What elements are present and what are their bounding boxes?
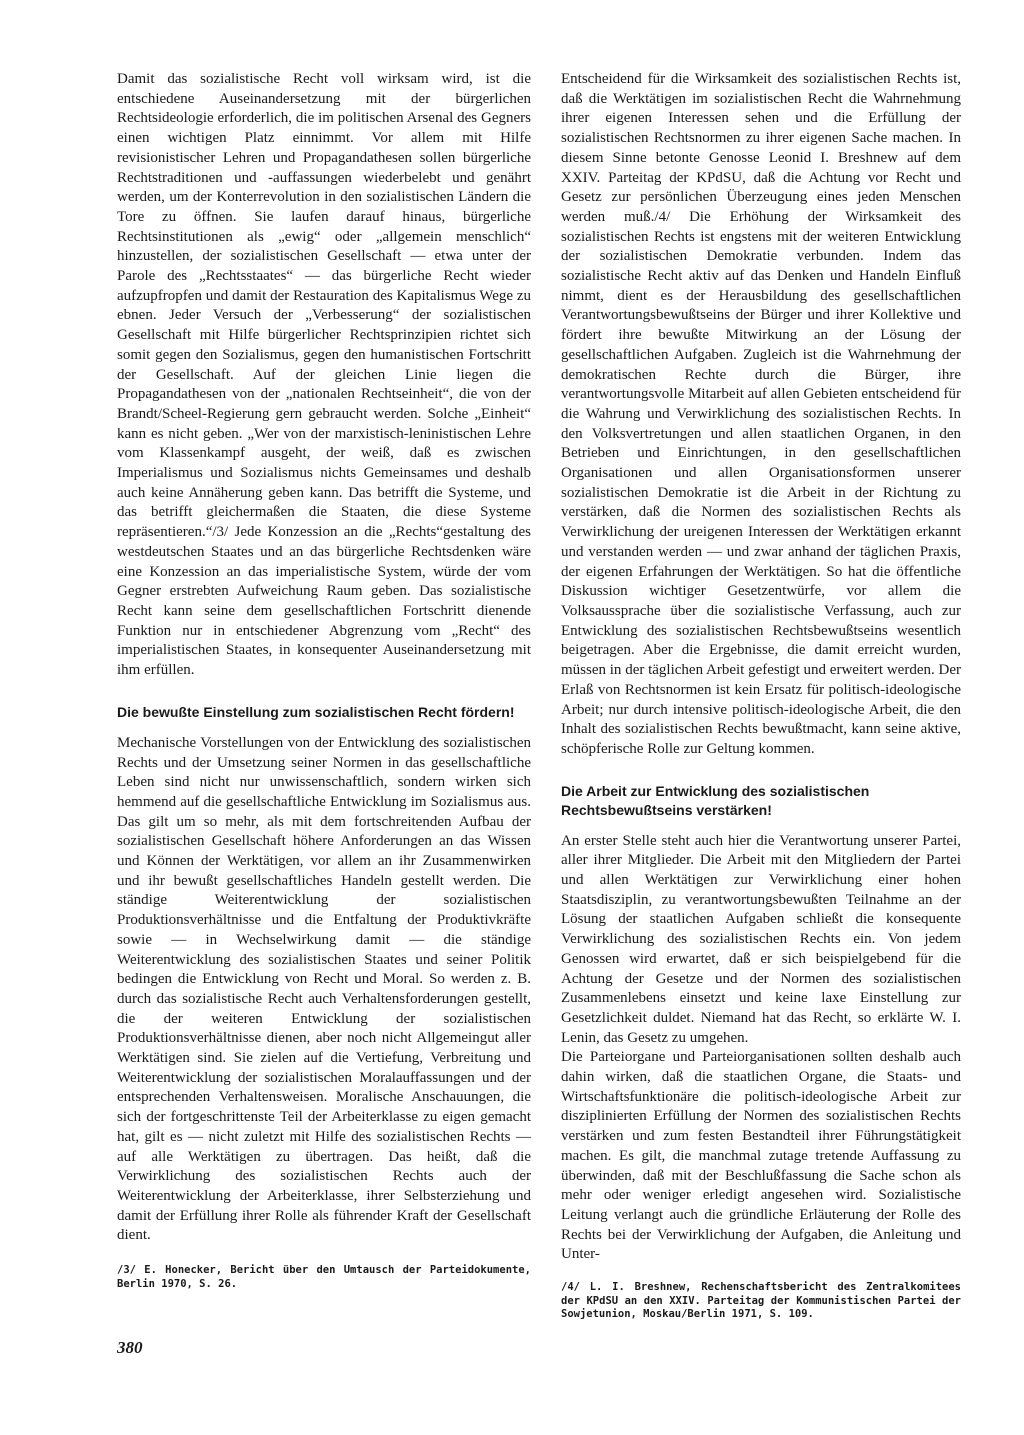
page-number: 380 — [117, 1338, 143, 1357]
left-column — [117, 70, 531, 1291]
right-column — [561, 70, 961, 1322]
right-paragraph-3: Die Parteiorgane und Parteiorganisationen sollten deshalb auch dahin wirken, daß die staatlichen Organe, die Staats- und Wirtschaftsfunktionäre die politisch-ideologische Arbeit zur disziplinierten Erfüllung der Normen des sozialistischen Rechts verstärken und zum festen Bestandteil ihrer Führungstätigkeit machen. Es gilt, die manchmal zutage tretende Auffassung zu überwinden, daß mit der Beschlußfassung die Sache schon als mehr oder weniger erledigt angesehen wird. Sozialistische Leitung verlangt auch die gründliche Erläuterung der Rolle des Rechts bei der Verwirklichung der Aufgaben, die Anleitung und Unter- — [561, 1049, 961, 1263]
section-heading-2: Die Arbeit zur Entwicklung des sozialistischen Rechtsbewußtseins verstärken! — [561, 782, 870, 818]
left-paragraph-2: Mechanische Vorstellungen von der Entwicklung des sozialistischen Rechts und der Umsetzung seiner Normen in das gesellschaftliche Leben sind nicht nur unwissenschaftlich, sondern wirken sich hemmend auf die gesellschaftliche Entwicklung im Sozialismus aus. Das gilt um so mehr, als mit dem fortschreitenden Aufbau der sozialistischen Gesellschaft höhere Anforderungen an das Wissen und Können der Werktätigen, vor allem an ihr Zusammenwirken und ihr bewußt gesellschaftliches Handeln gestellt werden. Die ständige Weiterentwicklung der sozialistischen Produktionsverhältnisse und die Entfaltung der Produktivkräfte sowie — in Wechselwirkung damit — die ständige Weiterentwicklung des sozialistischen Staates und seiner Politik bedingen die Entwicklung von Recht und Moral. So werden z. B. durch das sozialistische Recht auch Verhaltensforderungen gestellt, die der weiteren Entwicklung der sozialistischen Produktionsverhältnisse dienen, aber noch nicht Allgemeingut aller Werktätigen sind. Sie zielen auf die Vertiefung, Verbreitung und Weiterentwicklung der sozialistischen Moralauffassungen und der entsprechenden Verhaltensweisen. Moralische Anschauungen, die sich der fortgeschrittenste Teil der Arbeiterklasse zu eigen gemacht hat, gilt es — nicht zuletzt mit Hilfe des sozialistischen Rechts — auf alle Werktätigen zu übertragen. Das heißt, daß die Verwirklichung des sozialistischen Rechts auch der Weiterentwicklung der Arbeiterklasse, ihrer Selbsterziehung und damit der Erfüllung ihrer Rolle als führender Kraft der Gesellschaft dient. — [117, 734, 531, 1244]
right-paragraph-2: An erster Stelle steht auch hier die Verantwortung unserer Partei, aller ihrer Mitglieder. Die Arbeit mit den Mitgliedern der Partei und allen Werktätigen zur Verwirklichung einer hohen Staatsdisziplin, zu verantwortungsbewußten Teilnahme an der Lösung der staatlichen Aufgaben schließt die konsequente Verwirklichung des sozialistischen Rechts ein. Von jedem Genossen wird erwartet, daß er sich beispielgebend für die Achtung der Gesetze und der Normen des sozialistischen Zusammenlebens einsetzt und keine laxe Einstellung zur Gesetzlichkeit duldet. Niemand hat das Recht, so erklärte W. I. Lenin, das Gesetz zu umgehen. — [561, 832, 961, 1046]
left-paragraph-1: Damit das sozialistische Recht voll wirksam wird, ist die entschiedene Auseinandersetzung mit der bürgerlichen Rechtsideologie erforderlich, die im politischen Arsenal des Gegners einen wichtigen Platz einnimmt. Vor allem mit Hilfe revisionistischer Lehren und Propagandathesen sollen bürgerliche Rechtstraditionen und -auffassungen wiederbelebt und genährt werden, um der Konterrevolution in den sozialistischen Ländern die Tore zu öffnen. Sie laufen darauf hinaus, bürgerliche Rechtsinstitutionen als „ewig“ oder „allgemein menschlich“ hinzustellen, der sozialistischen Gesellschaft — etwa unter der Parole des „Rechtsstaates“ — das bürgerliche Recht wieder aufzupfropfen und damit der Restauration des Kapitalismus Wege zu ebnen. Jeder Versuch der „Verbesserung“ der sozialistischen Gesellschaft mit Hilfe bürgerlicher Rechtsprinzipien richtet sich somit gegen den Sozialismus, gegen den humanistischen Fortschritt der Gesellschaft. Auf der gleichen Linie liegen die Propagandathesen von der „nationalen Rechtseinheit“, die von der Brandt/Scheel-Regierung gern gebraucht werden. Solche „Einheit“ kann es nicht geben. „Wer von der marxistisch-leninistischen Lehre vom Klassenkampf ausgeht, der weiß, daß es zwischen Imperialismus und Sozialismus nichts Gemeinsames und deshalb auch keine Annäherung geben kann. Das betrifft die Systeme, und das betrifft gleichermaßen die Staaten, die diese Systeme repräsentieren.“/3/ Jede Konzession an die „Rechts“gestaltung des westdeutschen Staates und an das bürgerliche Rechtsdenken wäre eine Konzession an das imperialistische System, würde der vom Gegner erstrebten Aufweichung Raum geben. Das sozialistische Recht kann seine dem gesellschaftlichen Fortschritt dienende Funktion nur in entschiedener Abgrenzung vom „Recht“ des imperialistischen Staates, in konsequenter Auseinandersetzung mit ihm erfüllen. — [117, 71, 531, 679]
footnote-3: /3/ E. Honecker, Bericht über den Umtausch der Parteidokumente, Berlin 1970, S. 26. — [117, 1264, 531, 1290]
section-heading-1: Die bewußte Einstellung zum sozialistischen Recht fördern! — [117, 703, 515, 720]
right-paragraph-1: Entscheidend für die Wirksamkeit des sozialistischen Rechts ist, daß die Werktätigen im sozialistischen Recht die Wahrnehmung ihrer eigenen Interessen sehen und die Erfüllung der sozialistischen Rechtsnormen zu ihrer eigenen Sache machen. In diesem Sinne betonte Genosse Leonid I. Breshnew auf dem XXIV. Parteitag der KPdSU, daß die Achtung vor Recht und Gesetz zur persönlichen Überzeugung eines jeden Menschen werden muß./4/ Die Erhöhung der Wirksamkeit des sozialistischen Rechts ist engstens mit der weiteren Entwicklung der sozialistischen Demokratie verbunden. Indem das sozialistische Recht aktiv auf das Denken und Handeln Einfluß nimmt, dient es der Herausbildung des gesellschaftlichen Verantwortungsbewußtseins der Bürger und ihrer Kollektive und fördert ihre bewußte Mitwirkung an der Lösung der gesellschaftlichen Aufgaben. Zugleich ist die Wahrnehmung der demokratischen Rechte durch die Bürger, ihre verantwortungsvolle Mitarbeit auf allen Gebieten entscheidend für die Wahrung und Verwirklichung des sozialistischen Rechts. In den Volksvertretungen und allen staatlichen Organen, in den Betrieben und Einrichtungen, in den gesellschaftlichen Organisationen und allen Organisationsformen unserer sozialistischen Demokratie ist die Arbeit in der Richtung zu verstärken, daß die Normen des sozialistischen Rechts als Verwirklichung der ureigenen Interessen der Werktätigen erkannt und verstanden werden — und zwar anhand der täglichen Praxis, der eigenen Erfahrungen der Werktätigen. So hat die öffentliche Diskussion wichtiger Gesetzentwürfe, vor allem die Volksaussprache über die sozialistische Verfassung, auch zur Entwicklung des sozialistischen Rechtsbewußtseins wesentlich beigetragen. Aber die Ergebnisse, die damit erreicht wurden, müssen in der täglichen Arbeit gefestigt und erweitert werden. Der Erlaß von Rechtsnormen ist kein Ersatz für politisch-ideologische Arbeit; nur durch intensive politisch-ideologische Arbeit, die den Inhalt des sozialistischen Rechts bewußtmacht, kann seine aktive, schöpferische Rolle zur Geltung kommen. — [561, 71, 961, 757]
footnote-4: /4/ L. I. Breshnew, Rechenschaftsbericht des Zentralkomitees der KPdSU an den XXIV. Parteitag der Kommunistischen Partei der Sowjetunion, Moskau/Berlin 1971, S. 109. — [561, 1281, 961, 1321]
